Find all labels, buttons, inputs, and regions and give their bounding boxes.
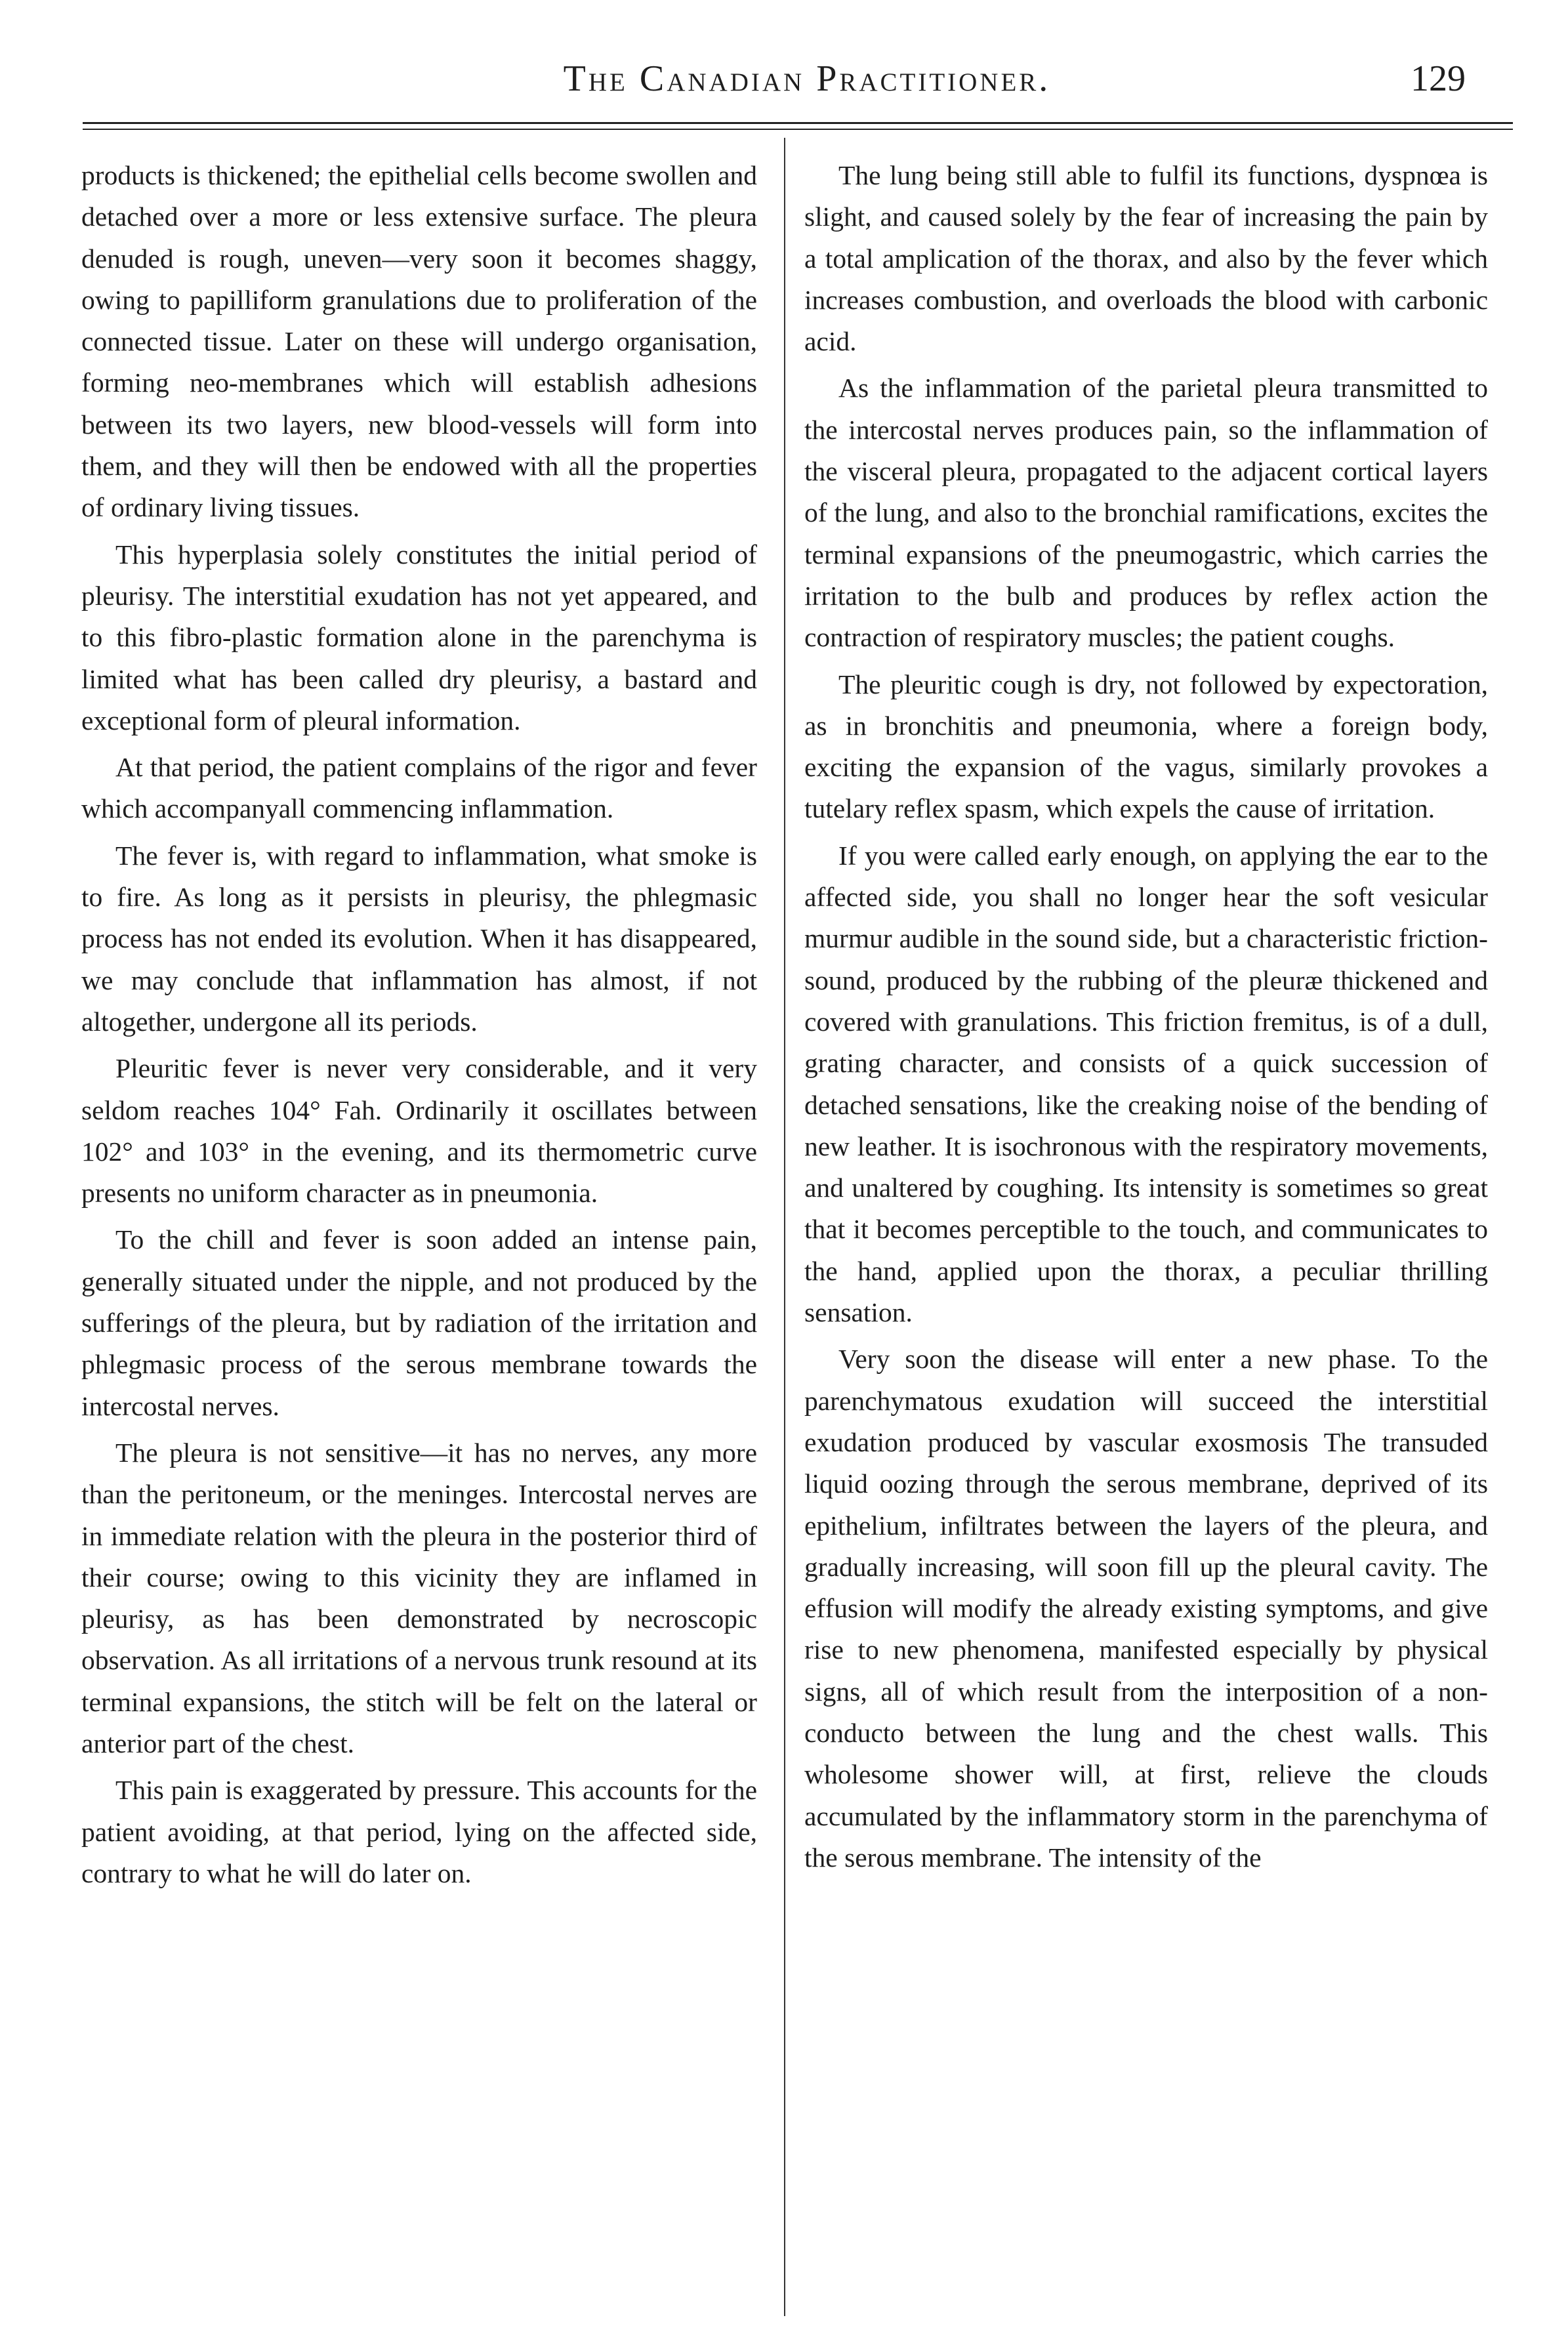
paragraph: This pain is exaggerated by pressure. This accounts for the patient avoiding, at that period, lying on the affected side, contrary to what he will do later on.	[81, 1775, 757, 1888]
header-rule-thin	[83, 129, 1513, 130]
paragraph: products is thickened; the epithelial cells become swollen and detached over a more or less extensive surface. The pleura denuded is rough, uneven—very soon it becomes shaggy, owing to papilliform granulations due to proliferation of the connected tissue. Later on these will undergo organisation, forming neo-membranes which will establish adhesions between its two layers, new blood-vessels will form into them, and they will then be endowed with all the properties of ordinary living tissues.	[81, 160, 757, 523]
paragraph: This hyperplasia solely constitutes the initial period of pleurisy. The interstitial exudation has not yet appeared, and to this fibro-plastic formation alone in the parenchyma is limited what has been called dry pleurisy, a bastard and exceptional form of pleural information.	[81, 539, 757, 736]
journal-title: The Canadian Practitioner.	[563, 58, 1051, 99]
running-head	[0, 58, 1568, 123]
column-divider	[784, 138, 785, 2316]
paragraph: The lung being still able to fulfil its functions, dyspnœa is slight, and caused solely by the fear of increasing the pain by a total amplication of the thorax, and also by the fever which increases combustion, and overloads the blood with carbonic acid.	[804, 160, 1488, 357]
paragraph: Pleuritic fever is never very considerable, and it very seldom reaches 104° Fah. Ordinarily it oscillates between 102° and 103° in the evening, and its thermometric curve presents no uniform character as in pneumonia.	[81, 1053, 757, 1209]
paragraph: The pleuritic cough is dry, not followed by expectoration, as in bronchitis and pneumonia, where a foreign body, exciting the expansion of the vagus, similarly provokes a tutelary reflex spasm, which expels the cause of irritation.	[804, 669, 1488, 824]
right-column	[804, 155, 1488, 1884]
paragraph: Very soon the disease will enter a new phase. To the parenchymatous exudation will succeed the interstitial exudation produced by vascular exosmosis The transuded liquid oozing through the serous membrane, deprived of its epithelium, infiltrates between the layers of the pleura, and gradually increasing, will soon fill up the pleural cavity. The effusion will modify the already existing symptoms, and give rise to new phenomena, manifested especially by physical signs, all of which result from the interposition of a non-conducto between the lung and the chest walls. This wholesome shower will, at first, relieve the clouds accumulated by the inflammatory storm in the parenchyma of the serous membrane. The intensity of the	[804, 1344, 1488, 1873]
paragraph: At that period, the patient complains of the rigor and fever which accompanyall commencing inflammation.	[81, 752, 757, 824]
paragraph: The fever is, with regard to inflammation, what smoke is to fire. As long as it persists in pleurisy, the phlegmasic process has not ended its evolution. When it has disappeared, we may conclude that inflammation has almost, if not altogether, undergone all its periods.	[81, 840, 757, 1037]
left-column	[81, 155, 757, 1899]
paragraph: The pleura is not sensitive—it has no nerves, any more than the peritoneum, or the meninges. Intercostal nerves are in immediate relation with the pleura in the posterior third of their course; owing to this vicinity they are inflamed in pleurisy, as has been demonstrated by necroscopic observation. As all irritations of a nervous trunk resound at its terminal expansions, the stitch will be felt on the lateral or anterior part of the chest.	[81, 1437, 757, 1758]
paragraph: As the inflammation of the parietal pleura transmitted to the intercostal nerves produces pain, so the inflammation of the visceral pleura, propagated to the adjacent cortical layers of the lung, and also to the bronchial ramifications, excites the terminal expansions of the pneumogastric, which carries the irritation to the bulb and produces by reflex action the contraction of respiratory muscles; the patient coughs.	[804, 373, 1488, 653]
paragraph: To the chill and fever is soon added an intense pain, generally situated under the nipple, and not produced by the sufferings of the pleura, but by radiation of the irritation and phlegmasic process of the serous membrane towards the intercostal nerves.	[81, 1224, 757, 1421]
header-rule	[83, 122, 1513, 124]
page-number: 129	[1411, 58, 1466, 99]
paragraph: If you were called early enough, on applying the ear to the affected side, you shall no longer hear the soft vesicular murmur audible in the sound side, but a characteristic friction-sound, produced by the rubbing of the pleuræ thickened and covered with granulations. This friction fremitus, is of a dull, grating character, and consists of a quick succession of detached sensations, like the creaking noise of the bending of new leather. It is isochronous with the respiratory movements, and unaltered by coughing. Its intensity is sometimes so great that it becomes perceptible to the touch, and communicates to the hand, applied upon the thorax, a peculiar thrilling sensation.	[804, 840, 1488, 1328]
